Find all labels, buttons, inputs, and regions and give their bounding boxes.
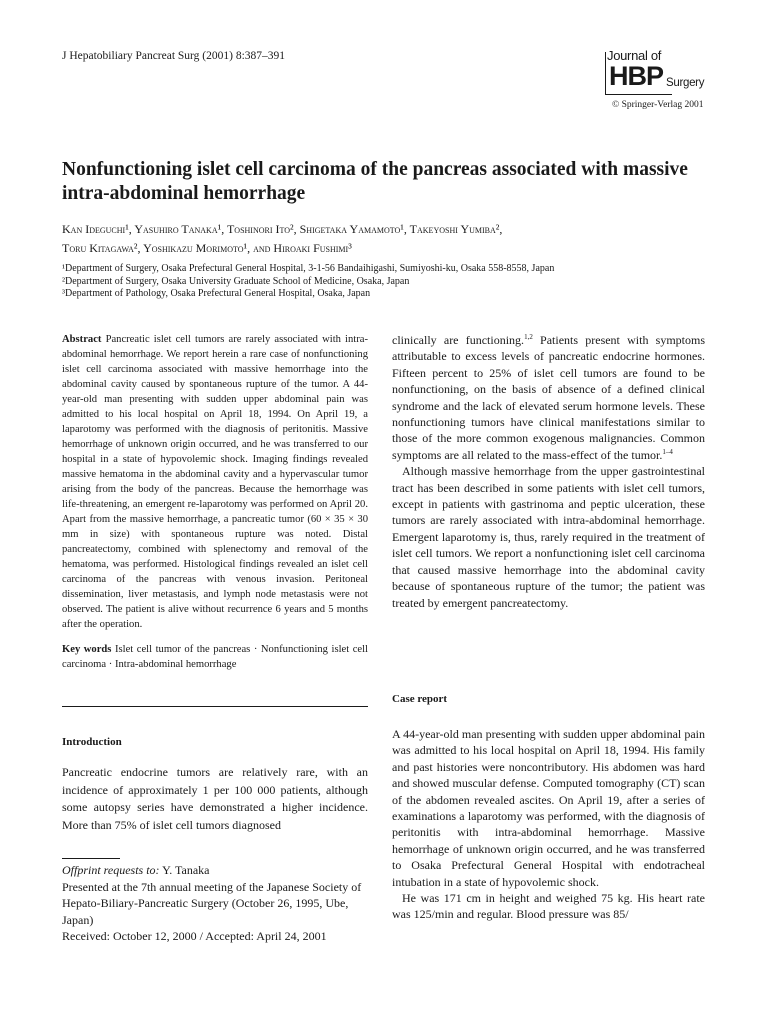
citation-1-4: 1–4 <box>662 447 673 456</box>
footnote-divider <box>62 858 120 859</box>
affiliation-2: ²Department of Surgery, Osaka University Graduate School of Medicine, Osaka, Japan <box>62 275 410 287</box>
intro-paragraph-1 <box>392 332 705 463</box>
introduction-heading: Introduction <box>62 736 122 748</box>
intro-p1-rest: Patients present with symptoms attributable to excess levels of pancreatic endocrine hormones. Fifteen percent to 25% of islet cell tumors are found to be nonfunctioning, on the basis of absence of a defined clinical syndrome and the lack of elevated serum hormone levels. These nonfunctioning tumors have clinical manifestations similar to those of the more common exogenous malignancies. Common symptoms are all related to the mass-effect of the tumor. <box>392 333 706 462</box>
authors-line-2: Toru Kitagawa², Yoshikazu Morimoto¹, and Hiroaki Fushimi³ <box>62 241 352 255</box>
offprint-name: Y. Tanaka <box>162 863 210 877</box>
case-paragraph-2: He was 171 cm in height and weighed 75 kg. His heart rate was 125/min and regular. Blood pressure was 85/ <box>392 891 705 922</box>
introduction-text: Pancreatic endocrine tumors are relatively rare, with an incidence of approximately 1 per 100 000 patients, although some autopsy series have demonstrated a higher incidence. More than 75% of islet cell tumors diagnosed <box>62 765 368 832</box>
presented-note: Presented at the 7th annual meeting of the Japanese Society of Hepato-Biliary-Pancreatic Surgery (October 26, 1995, Ube, Japan) <box>62 879 362 927</box>
article-title: Nonfunctioning islet cell carcinoma of the pancreas associated with massive intra-abdominal hemorrhage <box>62 159 688 204</box>
authors-line-1: Kan Ideguchi¹, Yasuhiro Tanaka¹, Toshinori Ito², Shigetaka Yamamoto¹, Takeyoshi Yumiba², <box>62 222 503 236</box>
affiliations <box>62 263 722 301</box>
journal-logo <box>603 48 705 98</box>
logo-line3: Surgery <box>666 77 705 89</box>
logo-line2: HBP <box>609 61 664 91</box>
left-column <box>62 332 368 672</box>
abstract <box>62 332 368 632</box>
abstract-label: Abstract <box>62 334 102 345</box>
intro-p1-start: clinically are functioning. <box>392 333 525 347</box>
abstract-divider <box>62 706 368 707</box>
copyright-notice: © Springer-Verlag 2001 <box>612 100 704 110</box>
case-paragraph-1: A 44-year-old man presenting with sudden upper abdominal pain was admitted to his local hospital on April 18, 1994. His family and past histories were noncontributory. His abdomen was hard and showed muscular defense. Computed tomography (CT) scan of the abdomen revealed ascites. On April 19, after a series of examinations a laparotomy was performed, with the diagnosis of peritonitis with intra-abdominal hemorrhage. Massive hemorrhage of unknown origin occurred, and he was transferred to Osaka Prefectural General Hospital with endotracheal intubation in a state of hypovolemic shock. <box>392 727 705 889</box>
case-report-heading: Case report <box>392 693 448 705</box>
offprint-line <box>62 862 368 879</box>
received-note: Received: October 12, 2000 / Accepted: April 24, 2001 <box>62 929 327 944</box>
keywords-text: Islet cell tumor of the pancreas · Nonfunctioning islet cell carcinoma · Intra-abdominal hemorrhage <box>62 644 368 670</box>
keywords-label: Key words <box>62 644 112 655</box>
logo-line1: Journal of <box>607 48 662 63</box>
citation-1-2: 1,2 <box>524 333 533 341</box>
offprint-label: Offprint requests to: <box>62 863 160 877</box>
affiliation-1: ¹Department of Surgery, Osaka Prefectural General Hospital, 3-1-56 Bandaihigashi, Sumiyoshi-ku, Osaka 558-8558, Japan <box>62 263 555 274</box>
journal-reference: J Hepatobiliary Pancreat Surg (2001) 8:387–391 <box>62 50 286 62</box>
footnote <box>62 862 368 945</box>
right-column-intro <box>392 332 705 611</box>
case-report-text <box>392 726 705 923</box>
keywords <box>62 642 368 672</box>
intro-paragraph-2: Although massive hemorrhage from the upper gastrointestinal tract has been described in some patients with islet cell tumors, except in patients with gastrinoma and peptic ulceration, these tumors are rarely associated with intra-abdominal hemorrhage. Emergent laparotomy is, thus, rarely required in the treatment of islet cell tumors. We report a nonfunctioning islet cell carcinoma that caused massive hemorrhage into the abdominal cavity because of spontaneous rupture of the tumor; the patient was treated by emergent pancreatectomy. <box>392 464 705 610</box>
author-list <box>62 220 712 258</box>
affiliation-3: ³Department of Pathology, Osaka Prefectural General Hospital, Osaka, Japan <box>62 288 371 299</box>
abstract-text: Pancreatic islet cell tumors are rarely associated with intra-abdominal hemorrhage. We report herein a rare case of nonfunctioning islet cell carcinoma associated with massive hemorrhage into the abdominal cavity caused by spontaneous rupture of the tumor. A 44-year-old man presenting with sudden upper abdominal pain was admitted to his local hospital on April 18, 1994. On April 19, a laparotomy was performed with the diagnosis of peritonitis. Massive hemorrhage of unknown origin occurred, and he was transferred to our hospital in a state of hypovolemic shock. Imaging findings revealed massive hematoma in the abdominal cavity and a hypervascular tumor arising from the body of the pancreas. Because the hemorrhage was life-threatening, an emergent re-laparotomy was performed on April 20. Apart from the massive hemorrhage, a pancreatic tumor (60 × 35 × 30 mm in size) with spontaneous rupture was noted. Distal pancreatectomy, combined with splenectomy and removal of the hematoma, was performed. Histological findings revealed an islet cell carcinoma of the pancreas with venous invasion. Peritoneal dissemination, liver metastasis, and lymph node metastasis were not observed. The patient is alive without recurrence 6 years and 5 months after the operation. <box>62 334 368 630</box>
